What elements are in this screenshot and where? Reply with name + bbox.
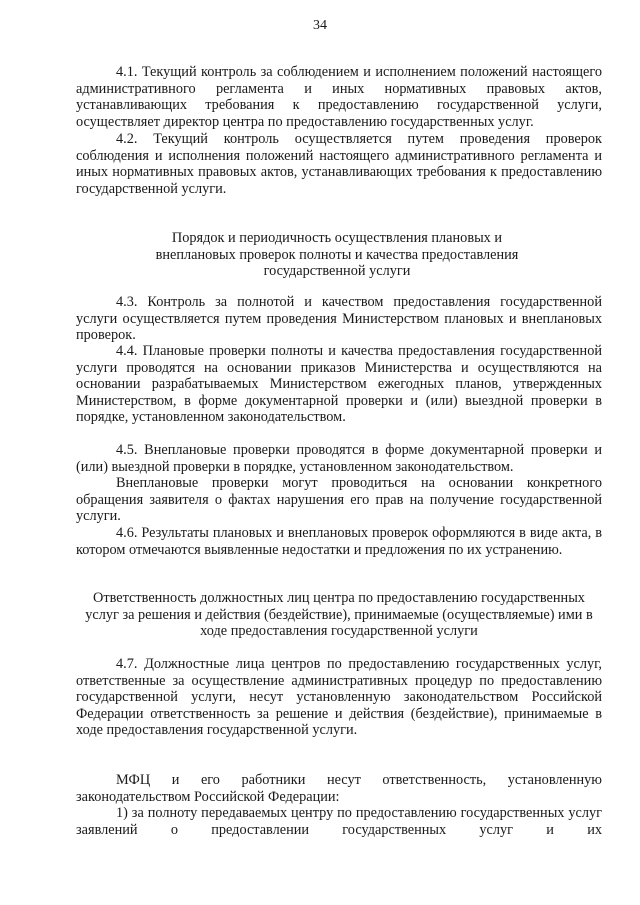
paragraph-item-1: 1) за полноту передаваемых центру по предоставлению государственных услуг заявлений о предоставлении государственных услуг и их <box>76 805 602 838</box>
section-heading-inspections: Порядок и периодичность осуществления плановых и внеплановых проверок полноты и качества предоставления государственной услуги <box>155 230 519 280</box>
paragraph-mfc: МФЦ и его работники несут ответственность, установленную законодательством Российской Федерации: <box>76 772 602 805</box>
paragraph-4-6: 4.6. Результаты плановых и внеплановых проверок оформляются в виде акта, в котором отмечаются выявленные недостатки и предложения по их устранению. <box>76 525 602 558</box>
section-heading-responsibility: Ответственность должностных лиц центра по предоставлению государственных услуг за решения и действия (бездействие), принимаемые (осуществляемые) ими в ходе предоставления государственной услуги <box>85 590 593 640</box>
paragraph-4-4: 4.4. Плановые проверки полноты и качества предоставления государственной услуги проводятся на основании приказов Министерства и осуществляются на основании разрабатываемых Министерством ежегодных планов, утвержденных Министерством, в форме документарной проверки и (или) выездной проверки в порядке, установленном законодательством. <box>76 343 602 426</box>
paragraph-4-1: 4.1. Текущий контроль за соблюдением и исполнением положений настоящего административного регламента и иных нормативных правовых актов, устанавливающих требования к предоставлению государственной услуги, осуществляет директор центра по предоставлению государственных услуг. <box>76 64 602 130</box>
page-number: 34 <box>313 18 327 33</box>
paragraph-4-2: 4.2. Текущий контроль осуществляется путем проведения проверок соблюдения и исполнения положений настоящего административного регламента и иных нормативных правовых актов, устанавливающих требования к предоставлению государственной услуги. <box>76 131 602 197</box>
paragraph-4-5: 4.5. Внеплановые проверки проводятся в форме документарной проверки и (или) выездной проверки в порядке, установленном законодательством. <box>76 442 602 475</box>
paragraph-4-5-unscheduled: Внеплановые проверки могут проводиться на основании конкретного обращения заявителя о фактах нарушения его прав на получение государственной услуги. <box>76 475 602 525</box>
paragraph-4-7: 4.7. Должностные лица центров по предоставлению государственных услуг, ответственные за осуществление административных процедур по предоставлению государственной услуги, несут установленную законодательством Российской Федерации ответственность за решение и действия (бездействие), принимаемые в ходе предоставления государственной услуги. <box>76 656 602 739</box>
paragraph-4-3: 4.3. Контроль за полнотой и качеством предоставления государственной услуги осуществляется путем проведения Министерством плановых и внеплановых проверок. <box>76 294 602 344</box>
